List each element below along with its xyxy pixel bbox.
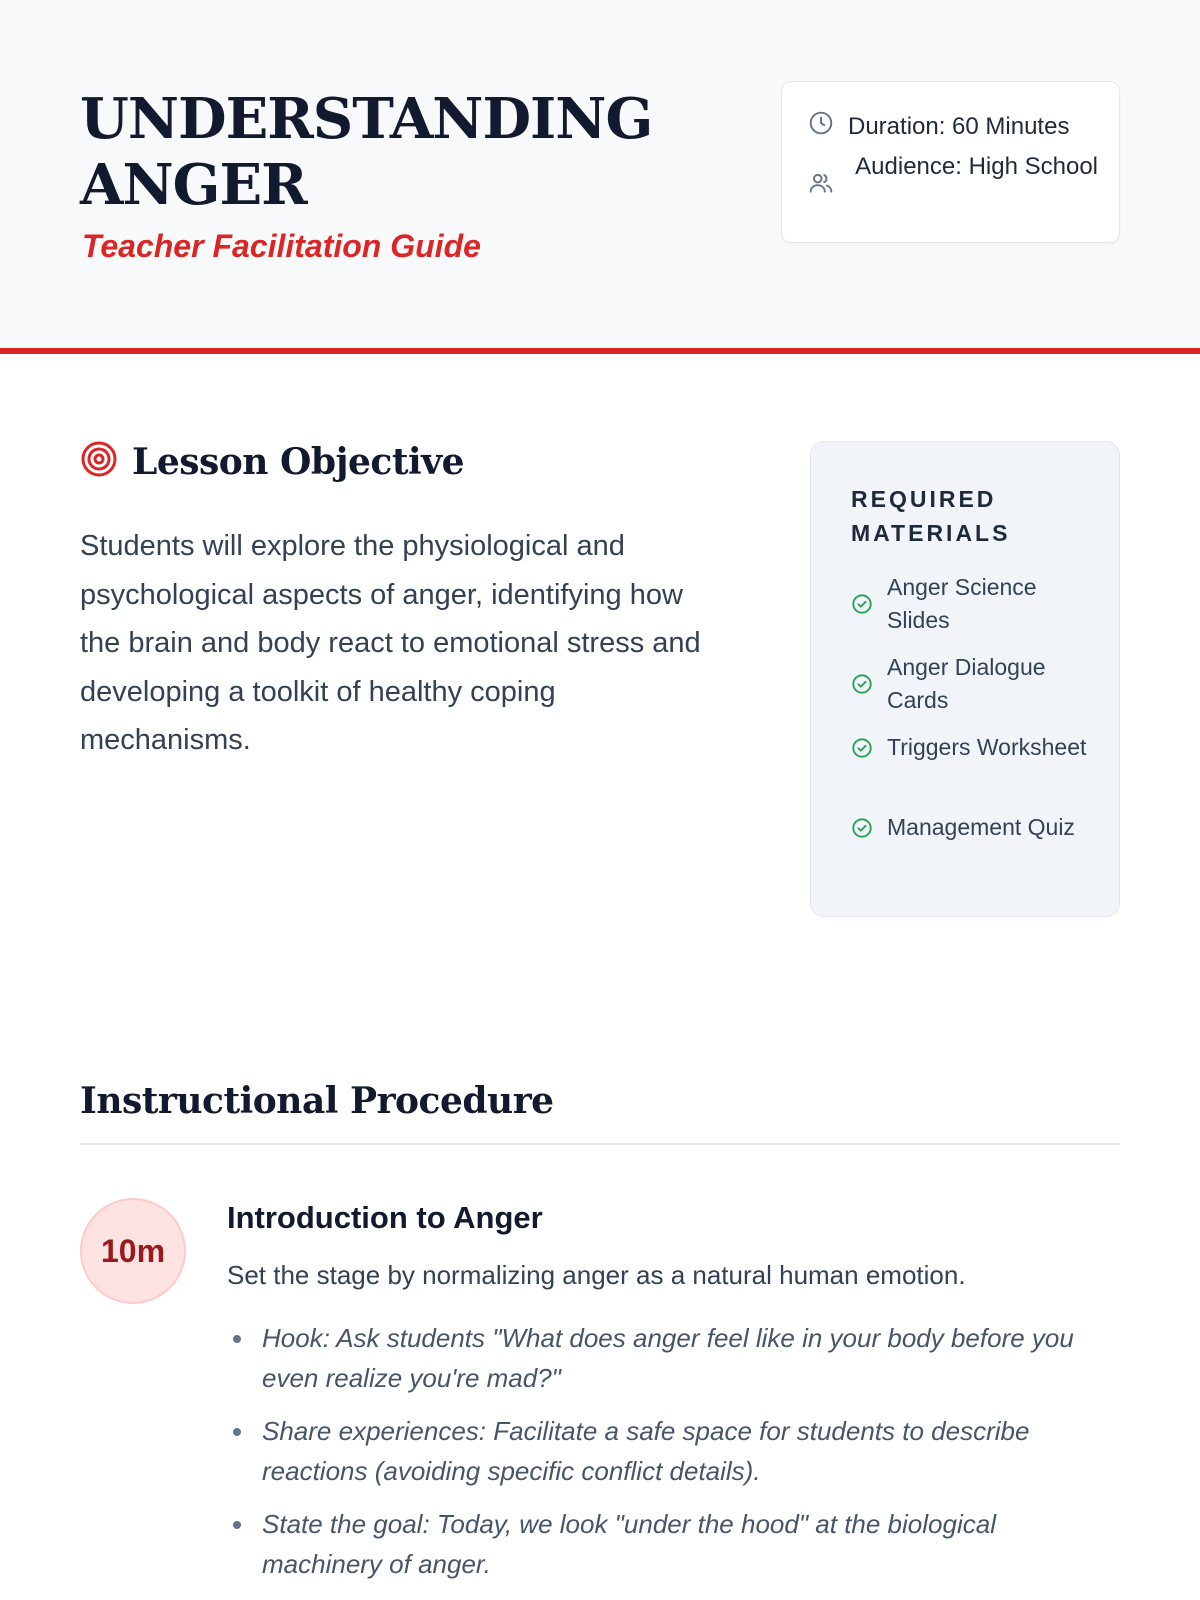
page-subtitle: Teacher Facilitation Guide: [82, 228, 481, 264]
material-item: [851, 731, 1091, 764]
step-bullet: Share experiences: Facilitate a safe space for students to describe reactions (avoiding specific conflict details).: [227, 1411, 1107, 1491]
objective-heading: Lesson Objective: [132, 440, 464, 483]
step-title: Introduction to Anger: [227, 1200, 543, 1235]
title-line-1: UNDERSTANDING: [80, 86, 653, 152]
check-circle-icon: [851, 593, 873, 615]
step-bullet: State the goal: Today, we look "under the hood" at the biological machinery of anger.: [227, 1504, 1107, 1584]
duration-row: [808, 110, 1069, 143]
materials-panel: [810, 441, 1120, 917]
material-item: [851, 651, 1091, 717]
step-bullet-list: [227, 1318, 1107, 1597]
section-divider: [80, 1143, 1120, 1145]
procedure-heading: Instructional Procedure: [80, 1080, 554, 1122]
materials-heading: REQUIRED MATERIALS: [851, 486, 1011, 546]
step-bullet: Hook: Ask students "What does anger feel like in your body before you even realize you're mad?": [227, 1318, 1107, 1398]
step-description: Set the stage by normalizing anger as a natural human emotion.: [227, 1260, 966, 1290]
material-label: Anger Science Slides: [887, 574, 1037, 633]
check-circle-icon: [851, 673, 873, 695]
lesson-meta-card: [781, 81, 1120, 243]
objective-text: Students will explore the physiological and psychological aspects of anger, identifying how the brain and body react to emotional stress and developing a toolkit of healthy coping mechanisms.: [80, 530, 701, 756]
target-icon: [80, 440, 118, 483]
page-title: [80, 86, 700, 218]
material-label: Management Quiz: [887, 814, 1075, 840]
clock-icon: [808, 110, 834, 136]
users-icon: [808, 170, 834, 196]
material-label: Triggers Worksheet: [887, 734, 1087, 760]
step-time-badge: 10m: [80, 1198, 186, 1304]
audience-row: [808, 150, 1098, 196]
check-circle-icon: [851, 737, 873, 759]
material-label: Anger Dialogue Cards: [887, 654, 1046, 713]
title-line-2: ANGER: [80, 152, 307, 218]
objective-heading-row: [80, 440, 464, 483]
audience-text: Audience: High School: [855, 153, 1098, 180]
check-circle-icon: [851, 817, 873, 839]
page-header: [0, 0, 1200, 354]
material-item: [851, 571, 1091, 637]
material-item: [851, 811, 1091, 844]
duration-text: Duration: 60 Minutes: [848, 113, 1070, 140]
